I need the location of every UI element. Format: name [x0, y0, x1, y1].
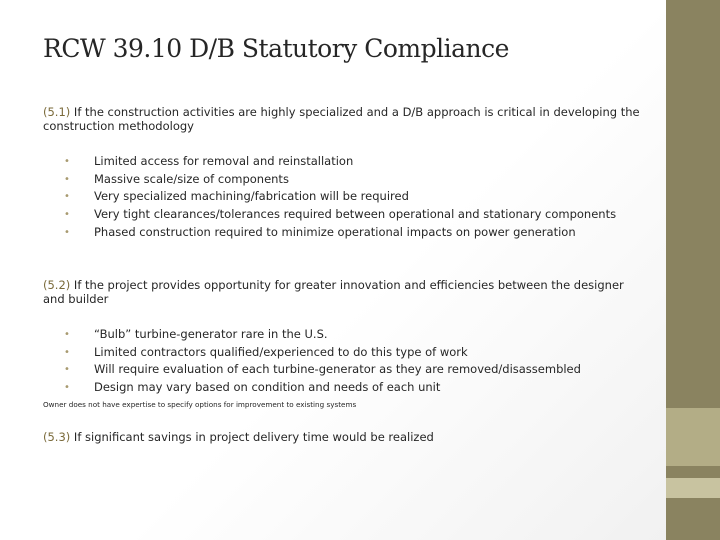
section-5-3-number: (5.3) — [43, 430, 71, 444]
list-item — [64, 224, 624, 242]
bullet-text: Will require evaluation of each turbine-generator as they are removed/disassembled — [94, 362, 581, 376]
section-5-1-number: (5.1) — [43, 105, 71, 119]
list-item — [64, 188, 624, 206]
list-item — [64, 153, 624, 171]
bullet-text: Massive scale/size of components — [94, 171, 289, 186]
decorative-sidebar-tile — [666, 408, 720, 466]
section-5-2-text: If the project provides opportunity for greater innovation and efficiencies between the designer and builder — [43, 278, 624, 306]
section-5-1-text: If the construction activities are highly specialized and a D/B approach is critical in developing the construction methodology — [43, 105, 640, 133]
decorative-sidebar-tile — [666, 478, 720, 498]
section-5-3-heading — [43, 430, 643, 444]
bullet-icon: • — [64, 226, 70, 238]
section-5-2-number: (5.2) — [43, 278, 71, 292]
section-5-3-text: If significant savings in project delivery time would be realized — [70, 430, 434, 444]
bullet-icon: • — [64, 329, 70, 340]
bullet-icon: • — [64, 364, 70, 375]
bullet-icon: • — [64, 191, 70, 202]
bullet-text: Limited access for removal and reinstallation — [94, 154, 354, 168]
bullet-text: Phased construction required to minimize operational impacts on power generation — [94, 224, 576, 239]
section-5-2-heading — [43, 278, 643, 306]
list-item — [64, 171, 624, 189]
bullet-text: Very tight clearances/tolerances required between operational and stationary components — [94, 206, 617, 221]
section-5-2-bullet-list — [64, 326, 624, 396]
bullet-icon: • — [64, 173, 70, 185]
section-5-1-bullet-list — [64, 153, 624, 241]
bullet-text: Limited contractors qualified/experienced to do this type of work — [94, 344, 468, 359]
section-5-1-heading — [43, 105, 643, 133]
owner-expertise-note: Owner does not have expertise to specify options for improvement to existing systems — [43, 400, 357, 409]
bullet-text: Very specialized machining/fabrication will be required — [94, 189, 409, 203]
list-item — [64, 326, 624, 344]
list-item — [64, 208, 624, 221]
bullet-text: Design may vary based on condition and needs of each unit — [94, 379, 441, 394]
bullet-icon: • — [64, 156, 70, 167]
bullet-text: “Bulb” turbine-generator rare in the U.S. — [94, 327, 328, 341]
bullet-icon: • — [64, 346, 70, 358]
bullet-icon: • — [64, 208, 70, 220]
list-item — [64, 344, 624, 362]
list-item — [64, 379, 624, 397]
list-item — [64, 361, 624, 379]
bullet-icon: • — [64, 381, 70, 393]
slide-title: RCW 39.10 D/B Statutory Compliance — [43, 34, 509, 63]
